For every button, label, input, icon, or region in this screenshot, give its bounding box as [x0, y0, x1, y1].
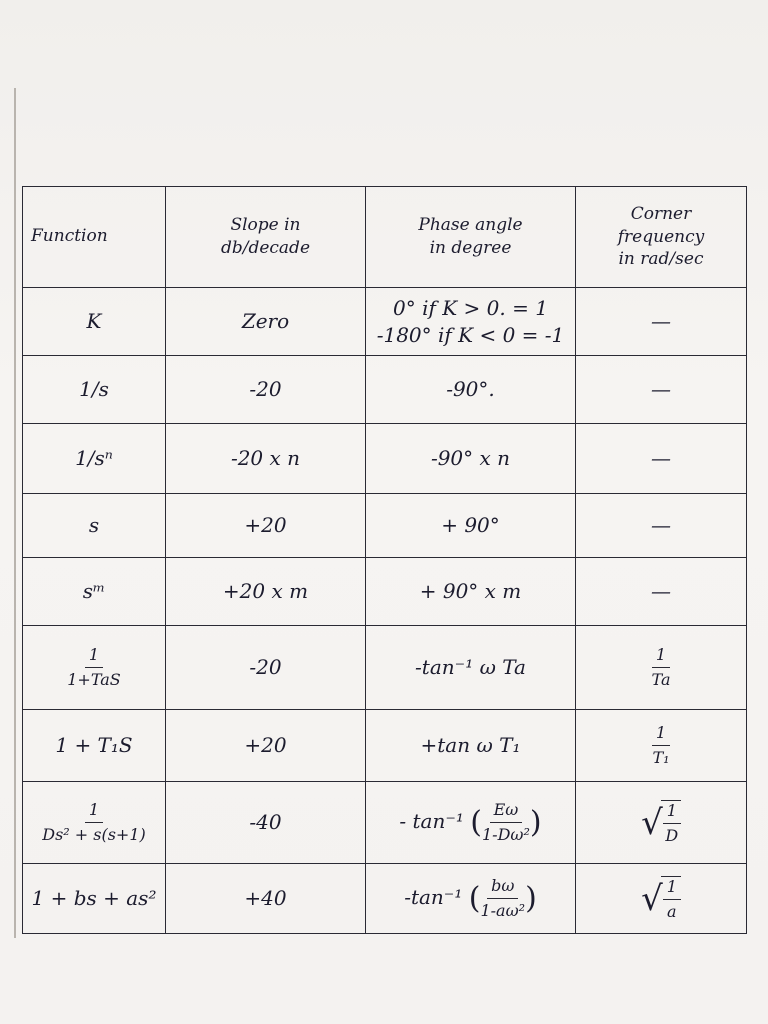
cell-phase: -tan⁻¹ ω Ta — [366, 626, 576, 710]
cell-slope: Zero — [166, 288, 366, 356]
cell-phase: - tan⁻¹ ( $\frac{E\omega}{\text{1-Dω²}}$ ) — [366, 782, 576, 864]
cell-function: 1/s — [23, 356, 166, 424]
header-phase: Phase angle in degree — [366, 187, 576, 288]
cell-phase: + 90° x m — [366, 558, 576, 626]
square-root: √ $\frac{1}{a}$ — [641, 876, 681, 922]
bode-plot-reference-table — [22, 186, 747, 934]
cell-corner: $\frac{1}{\text{T₁}}$ — [576, 710, 747, 782]
cell-phase: -90° x n — [366, 424, 576, 494]
cell-slope: -40 — [166, 782, 366, 864]
cell-slope: +40 — [166, 864, 366, 934]
cell-function: sᵐ — [23, 558, 166, 626]
cell-slope: +20 — [166, 494, 366, 558]
cell-slope: -20 x n — [166, 424, 366, 494]
cell-slope: +20 x m — [166, 558, 366, 626]
table-row — [23, 864, 747, 934]
cell-function: 1 + bs + as² — [23, 864, 166, 934]
cell-function: 1/sⁿ — [23, 424, 166, 494]
table-row — [23, 626, 747, 710]
cell-corner: — — [576, 558, 747, 626]
cell-function: $\frac{1}{\text{1+TaS}}$ — [23, 626, 166, 710]
cell-corner: — — [576, 356, 747, 424]
header-slope: Slope in db/decade — [166, 187, 366, 288]
cell-corner: $\frac{1}{Ta}$ — [576, 626, 747, 710]
cell-function: 1 + T₁S — [23, 710, 166, 782]
header-function: Function — [23, 187, 166, 288]
cell-phase: -90°. — [366, 356, 576, 424]
table-row — [23, 424, 747, 494]
header-corner-frequency: Corner frequency in rad/sec — [576, 187, 747, 288]
cell-slope: +20 — [166, 710, 366, 782]
cell-function: K — [23, 288, 166, 356]
table-row — [23, 558, 747, 626]
cell-phase: + 90° — [366, 494, 576, 558]
table-row — [23, 288, 747, 356]
cell-function: $\frac{1}{\text{Ds² + s(s+1)}}$ — [23, 782, 166, 864]
cell-function: s — [23, 494, 166, 558]
cell-slope: -20 — [166, 626, 366, 710]
square-root: √ $\frac{1}{D}$ — [641, 800, 681, 846]
cell-corner — [576, 864, 747, 934]
cell-slope: -20 — [166, 356, 366, 424]
cell-corner: — — [576, 494, 747, 558]
table-header-row — [23, 187, 747, 288]
table-row — [23, 356, 747, 424]
cell-phase: -tan⁻¹ ( $\frac{b\omega}{\text{1-aω²}}$ ) — [366, 864, 576, 934]
cell-corner: — — [576, 424, 747, 494]
cell-phase: 0° if K > 0. = 1 -180° if K < 0 = -1 — [366, 288, 576, 356]
cell-phase: +tan ω T₁ — [366, 710, 576, 782]
page-margin-line — [14, 88, 16, 938]
cell-corner — [576, 782, 747, 864]
table-row — [23, 710, 747, 782]
table-row — [23, 782, 747, 864]
cell-corner: — — [576, 288, 747, 356]
table-row — [23, 494, 747, 558]
